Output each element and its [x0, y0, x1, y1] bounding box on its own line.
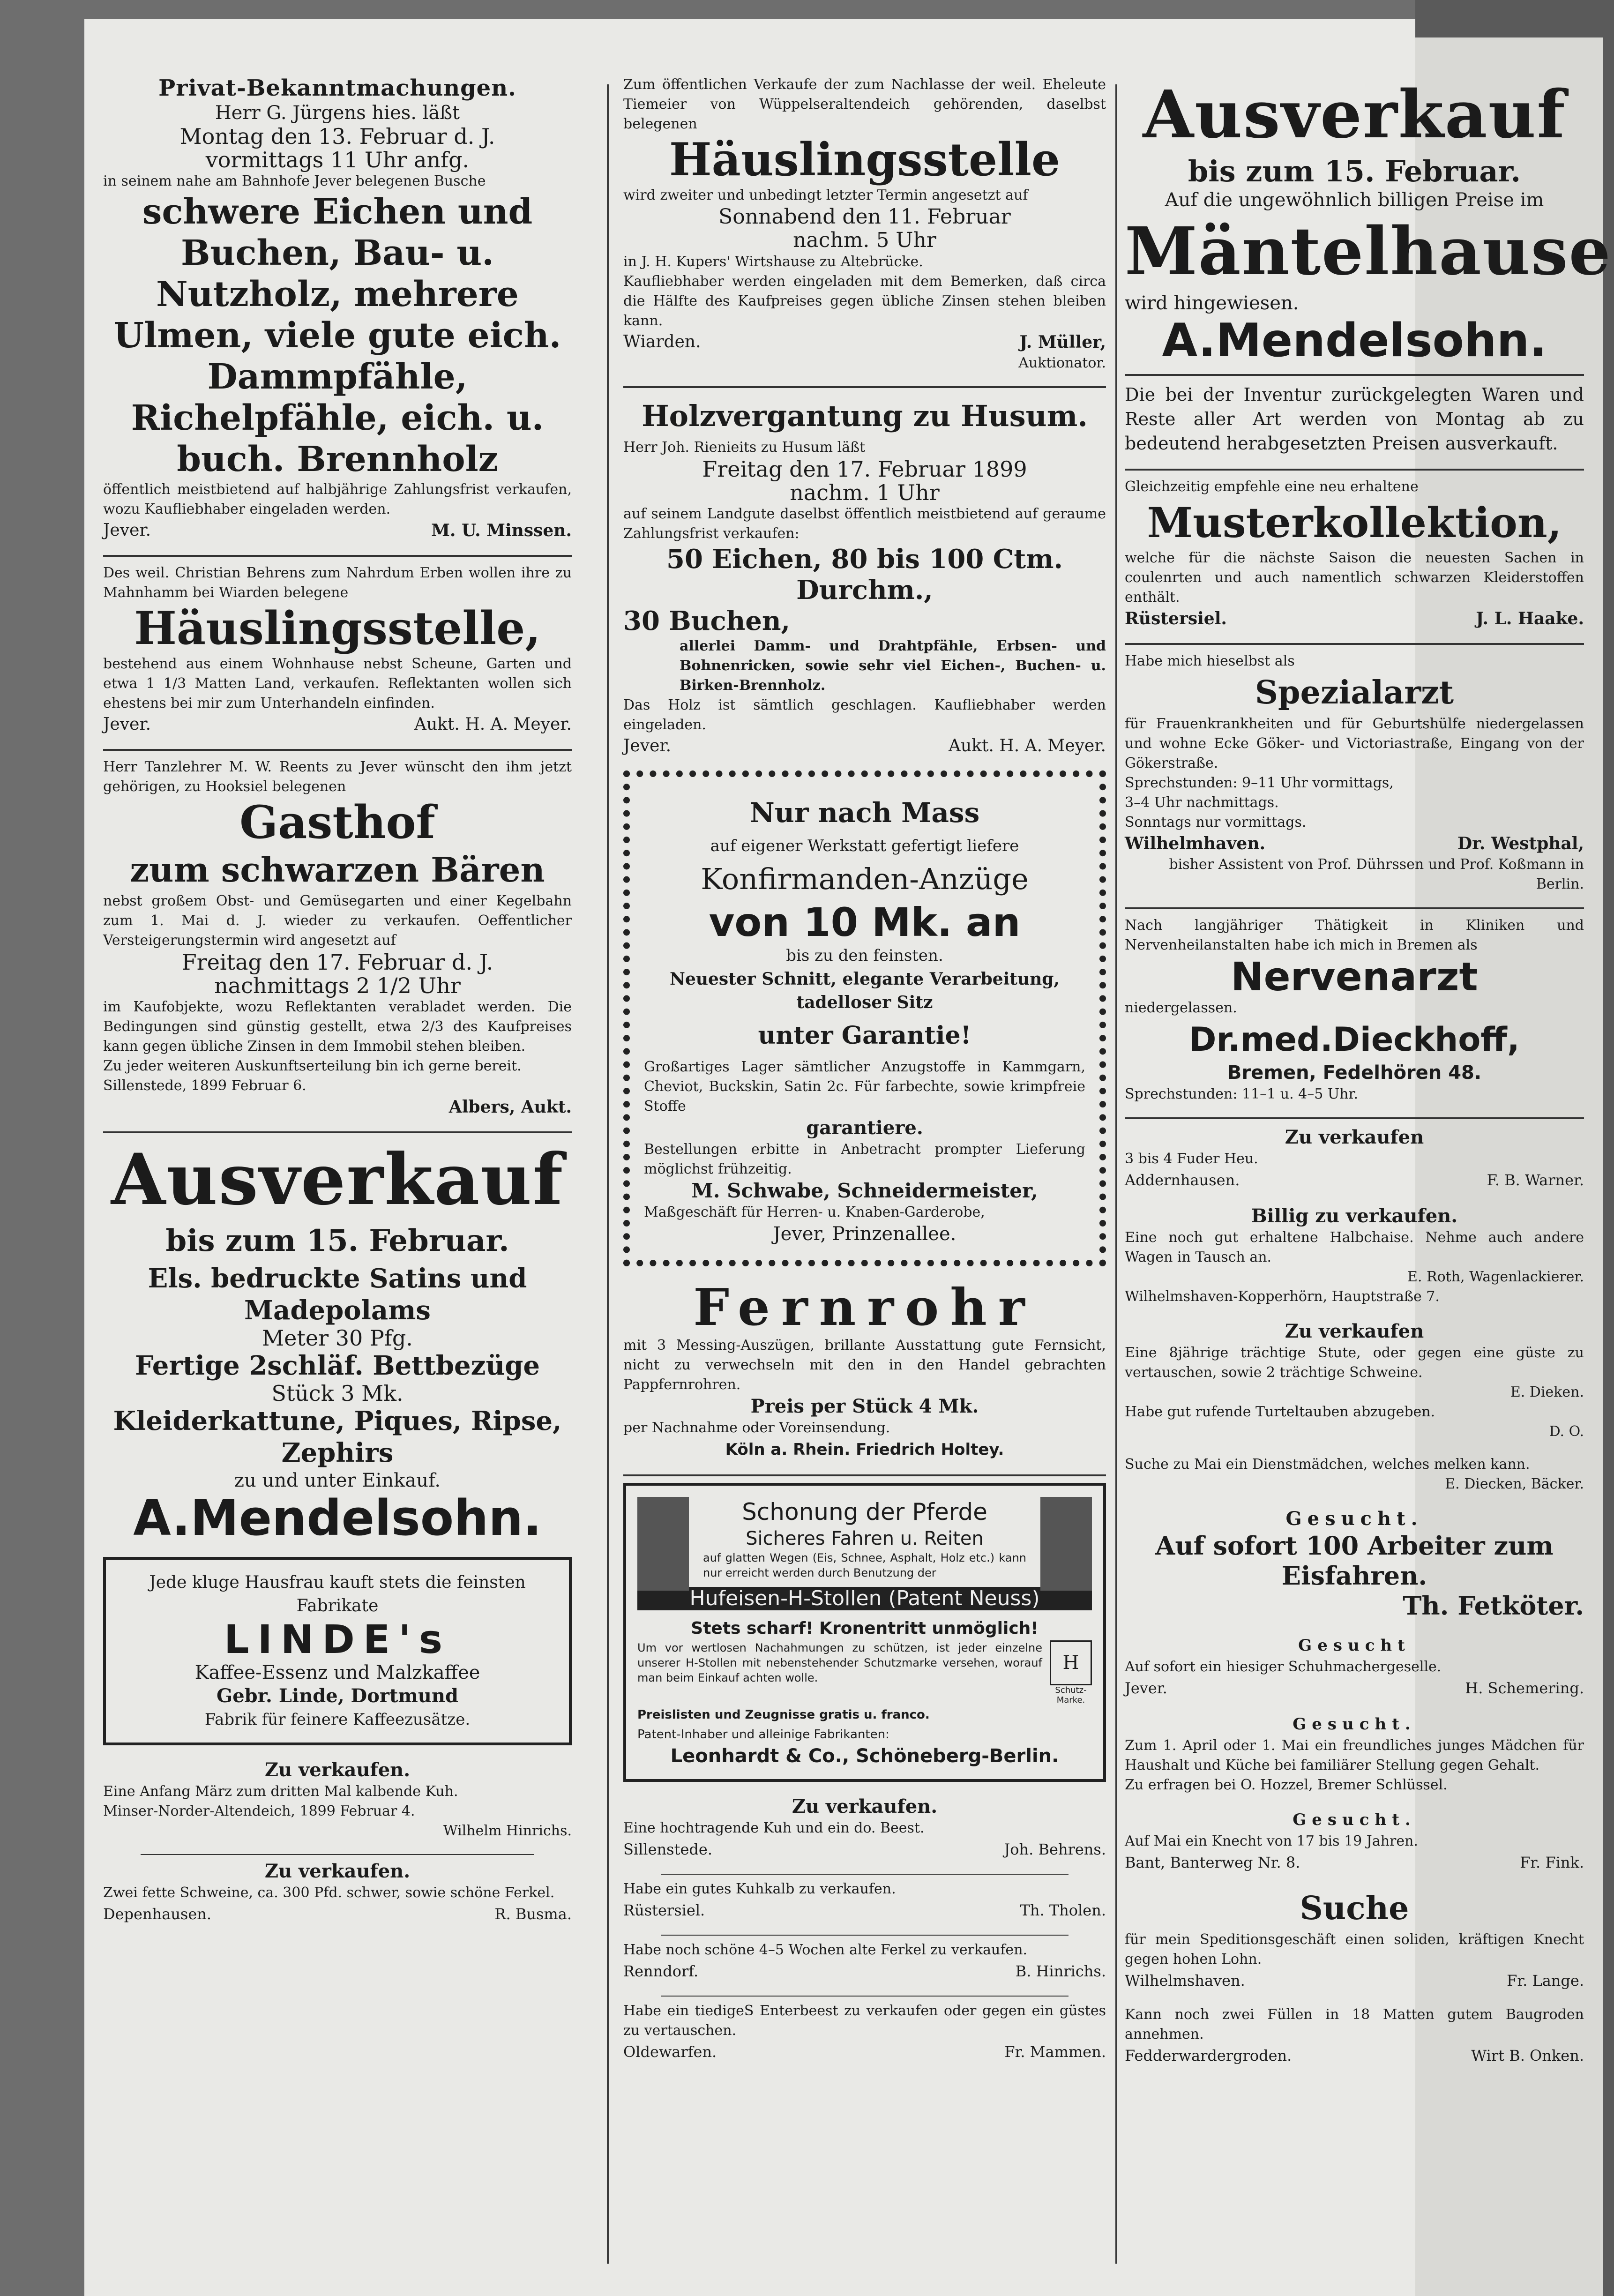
ad-signature: Jever. M. U. Minssen.	[103, 521, 572, 540]
ad-linde: Jede kluge Hausfrau kauft stets die feinsten Fabrikate LINDE's Kaffee-Essenz und Malzkaffee Gebr. Linde, Dortmund Fabrik für feinere Kaffeezusätze.	[103, 1557, 572, 1745]
ad-intro: Herr G. Jürgens hies. läßt	[215, 102, 460, 124]
ad-ausverkauf-right: Ausverkauf bis zum 15. Februar. Auf die ungewöhnlich billigen Preise im Mäntelhause wird hingewiesen. A.Mendelsohn. Die bei der Inventur zurückgelegten Waren und Reste aller Art werden von Montag ab zu bedeutend herabgesetzten Preisen ausverkauft.	[1125, 75, 1584, 456]
ad-stute: Zu verkaufen Eine 8jährige trächtige Stute, oder gegen eine güste zu vertauschen, sowie 2 trächtige Schweine. E. Dieken. Habe gut rufende Turteltauben abzugeben. D. O.	[1125, 1320, 1584, 1440]
ad-title: Häuslingsstelle	[669, 133, 1061, 186]
ad-firm: A.Mendelsohn.	[1162, 314, 1547, 367]
ad-westphal: Habe mich hieselbst als Spezialarzt für Frauenkrankheiten und für Geburtshülfe niedergelassen und wohne Ecke Göker- und Victoriastraße, Eingang von der Gökerstraße. Sprechstunden: 9–11 Uhr vormittags, 3–4 Uhr nachmittags. Sonntags nur vormittags. Wilhelmhaven. Dr. Westphal, bisher Assistent von Prof. Dührssen und Prof. Koßmann in Berlin.	[1125, 653, 1584, 892]
ad-subtitle: zum schwarzen Bären	[130, 850, 545, 890]
section-heading: Privat-Bekanntmachungen.	[158, 75, 516, 101]
ad-line: Kleiderkattune, Piques, Ripse, Zephirs	[113, 1406, 562, 1468]
ad-place: in seinem nahe am Bahnhofe Jever belegenen Busche	[103, 173, 486, 189]
horseshoe-stud-icon	[1040, 1497, 1092, 1591]
ad-price: von 10 Mk. an	[709, 899, 1021, 945]
column-1	[103, 75, 572, 1938]
divider	[103, 555, 572, 557]
ad-fetkoeter: Gesucht. Auf sofort 100 Arbeiter zum Eisfahren. Th. Fetköter.	[1155, 1508, 1584, 1621]
divider	[103, 1131, 572, 1133]
ad-juergens-holz	[103, 101, 572, 542]
ad-signature: Albers, Aukt.	[448, 1097, 572, 1117]
ad-kuh: Zu verkaufen. Eine Anfang März zum dritten Mal kalbende Kuh. Minser-Norder-Altendeich, 1899 Februar 4. Wilhelm Hinrichs.	[103, 1759, 572, 1839]
ad-kuh2: Zu verkaufen. Eine hochtragende Kuh und ein do. Beest. Sillenstede. Joh. Behrens.	[623, 1795, 1106, 1858]
ad-ausverkauf-left	[103, 1138, 572, 1547]
ad-husum: Holzvergantung zu Husum. Herr Joh. Rienieits zu Husum läßt Freitag den 17. Februar 1899 nachm. 1 Uhr auf seinem Landgute daselbst öffentlich meistbietend auf geraume Zahlungsfrist verkaufen: 50 Eichen, 80 bis 100 Ctm. Durchm., 30 Buchen, allerlei Damm- und Drahtpfähle, Erbsen- und Bohnenricken, sowie sehr viel Eichen-, Buchen- u. Birken-Brennholz. Das Holz ist sämtlich geschlagen. Kaufliebhaber werden eingeladen. Jever. Aukt. H. A. Meyer.	[623, 395, 1106, 757]
column-2	[623, 75, 1106, 2076]
ad-schwabe: Nur nach Mass auf eigener Werkstatt gefertigt liefere Konfirmanden-Anzüge von 10 Mk. an bis zu den feinsten. Neuester Schnitt, elegante Verarbeitung, tadelloser Sitz unter Garantie! Großartiges Lager sämtlicher Anzugstoffe in Kammgarn, Cheviot, Buckskin, Satin 2c. Für farbechte, sowie krimpfreie Stoffe garantiere. Bestellungen erbitte in Anbetracht prompter Lieferung möglichst frühzeitig. M. Schwabe, Schneidermeister, Maßgeschäft für Herren- u. Knaben-Garderobe, Jever, Prinzenallee.	[623, 770, 1106, 1266]
ad-haake: Gleichzeitig empfehle eine neu erhaltene Musterkollektion, welche für die nächste Saison die neuesten Sachen in coulenrten und auch namentlich schwarzen Kleiderstoffen enthält. Rüstersiel. J. L. Haake.	[1125, 479, 1584, 628]
ad-title: Ausverkauf	[1143, 76, 1566, 153]
horseshoe-stud-icon	[637, 1497, 689, 1591]
column-rule-1	[607, 84, 609, 2264]
ad-head: Zu verkaufen.	[264, 1759, 411, 1781]
ad-schuhmacher: Gesucht Auf sofort ein hiesiger Schuhmachergeselle. Jever. H. Schemering.	[1125, 1636, 1584, 1697]
ad-halbchaise: Billig zu verkaufen. Eine noch gut erhaltene Halbchaise. Nehme auch andere Wagen in Tausch an. E. Roth, Wagenlackierer. Wilhelmshaven-Kopperhörn, Hauptstraße 7.	[1125, 1205, 1584, 1305]
ad-intro: Herr Tanzlehrer M. W. Reents zu Jever wünscht den ihm jetzt gehörigen, zu Hooksiel belegenen	[103, 759, 572, 795]
ad-onken: Kann noch zwei Füllen in 18 Matten gutem Baugroden annehmen. Fedderwardergroden. Wirt B. Onken.	[1125, 2006, 1584, 2064]
ad-title: Ausverkauf	[111, 1138, 564, 1221]
ad-date: Freitag den 17. Februar d. J.	[181, 950, 493, 975]
trademark-icon: H	[1050, 1640, 1092, 1685]
brand-banner: Hufeisen-H-Stollen (Patent Neuss)	[637, 1587, 1092, 1610]
ad-firm: A.Mendelsohn.	[133, 1489, 542, 1547]
ad-line: Els. bedruckte Satins und Madepolams	[148, 1263, 527, 1326]
ad-items: schwere Eichen und Buchen, Bau- u. Nutzholz, mehrere Ulmen, viele gute eich. Dammpfähle, Richelpfähle, eich. u. buch. Brennholz	[113, 192, 561, 479]
ad-intro: Des weil. Christian Behrens zum Nahrdum Erben wollen ihre zu Mahnhamm bei Wiarden belegene	[103, 565, 572, 601]
ad-signature: Jever. Aukt. H. A. Meyer.	[103, 715, 572, 734]
ad-beest: Habe ein tiedigeS Enterbeest zu verkaufen oder gegen ein güstes zu vertauschen. Oldewarfen. Fr. Mammen.	[623, 2003, 1106, 2061]
ad-title: Gasthof	[239, 796, 435, 849]
divider	[103, 749, 572, 751]
ad-title: Fernrohr	[693, 1278, 1036, 1337]
ad-price: Stück 3 Mk.	[271, 1381, 404, 1406]
ad-dienstmaedchen: Suche zu Mai ein Dienstmädchen, welches melken kann. E. Diecken, Bäcker.	[1125, 1456, 1584, 1492]
divider	[141, 1854, 534, 1855]
ad-subtitle: bis zum 15. Februar.	[165, 1223, 509, 1258]
divider	[623, 1474, 1106, 1476]
ad-date: Montag den 13. Februar d. J.	[179, 124, 495, 149]
ad-lange: Suche für mein Speditionsgeschäft einen soliden, kräftigen Knecht gegen hohen Lohn. Wilhelmshaven. Fr. Lange.	[1125, 1890, 1584, 1989]
ad-body: im Kaufobjekte, wozu Reflektanten verabladet werden. Die Bedingungen sind günstig gestellt, etwa 2/3 des Kaufpreises kann gegen übliche Zinsen in dem Immobil stehen bleiben.	[103, 999, 572, 1055]
ad-fernrohr: Fernrohr mit 3 Messing-Auszügen, brillante Ausstattung gute Fernsicht, nicht zu verwechseln mit den in den Handel gebrachten Pappfernrohren. Preis per Stück 4 Mk. per Nachnahme oder Voreinsendung. Köln a. Rhein. Friedrich Holtey.	[623, 1278, 1106, 1459]
ad-tiemeier: Zum öffentlichen Verkaufe der zum Nachlasse der weil. Eheleute Tiemeier von Wüppelseraltendeich gehörenden, daselbst belegenen Häuslingsstelle wird zweiter und unbedingt letzter Termin angesetzt auf Sonnabend den 11. Februar nachm. 5 Uhr in J. H. Kupers' Wirtshause zu Altebrücke. Kaufliebhaber werden eingeladen mit dem Bemerken, daß circa die Hälfte des Kaufpreises gegen übliche Zinsen stehen bleiben kann. Wiarden. J. Müller, Auktionator.	[623, 75, 1106, 373]
ad-body: Zu jeder weiteren Auskunftserteilung bin ich gerne bereit.	[103, 1058, 522, 1074]
column-3	[1125, 75, 1612, 2080]
ad-dieckhoff: Nach langjähriger Thätigkeit in Kliniken und Nervenheilanstalten habe ich mich in Bremen als Nervenarzt niedergelassen. Dr.med.Dieckhoff, Bremen, Fedelhören 48. Sprechstunden: 11–1 u. 4–5 Uhr.	[1125, 917, 1584, 1102]
ad-kuhkalb: Habe ein gutes Kuhkalb zu verkaufen. Rüstersiel. Th. Tholen.	[623, 1881, 1106, 1919]
ad-terms: öffentlich meistbietend auf halbjährige Zahlungsfrist verkaufen, wozu Kaufliebhaber eingeladen werden.	[103, 481, 572, 517]
column-rule-2	[1115, 84, 1117, 2264]
ad-time: nachmittags 2 1/2 Uhr	[214, 973, 461, 998]
ad-place-date: Sillenstede, 1899 Februar 6.	[103, 1077, 306, 1094]
ad-heu: Zu verkaufen 3 bis 4 Fuder Heu. Addernhausen. F. B. Warner.	[1125, 1126, 1584, 1189]
ad-hufeisen: Schonung der Pferde Sicheres Fahren u. Reiten auf glatten Wegen (Eis, Schnee, Asphalt, Holz etc.) kann nur erreicht werden durch Benutzung der Hufeisen-H-Stollen (Patent Neuss) Stets scharf! Kronentritt unmöglich! Um vor wertlosen Nachahmungen zu schützen, ist jeder einzelne unserer H-Stollen mit nebenstehender Schutzmarke versehen, worauf man beim Einkauf achten wolle. H Schutz-Marke. Preislisten und Zeugnisse gratis u. franco. Patent-Inhaber und alleinige Fabrikanten: Leonhardt & Co., Schöneberg-Berlin.	[623, 1483, 1106, 1782]
ad-time: vormittags 11 Uhr anfg.	[205, 147, 470, 172]
ad-intro: Zum öffentlichen Verkaufe der zum Nachlasse der weil. Eheleute Tiemeier von Wüppelseraltendeich gehörenden, daselbst belegenen	[623, 76, 1106, 132]
ad-title: Holzvergantung zu Husum.	[642, 399, 1088, 433]
divider	[623, 386, 1106, 388]
ad-behrens-haeuslingsstelle	[103, 563, 572, 736]
trademark: H Schutz-Marke.	[1050, 1640, 1092, 1705]
ad-title: Häuslingsstelle,	[134, 602, 541, 655]
ad-body: nebst großem Obst- und Gemüsegarten und einer Kegelbahn zum 1. Mai d. J. wieder zu verkaufen. Oeffentlicher Versteigerungstermin wird angesetzt auf	[103, 893, 572, 949]
ad-line: Fertige 2schläf. Bettbezüge	[135, 1350, 540, 1381]
brand-logo: LINDE's	[224, 1616, 451, 1662]
ad-schweine: Zu verkaufen. Zwei fette Schweine, ca. 300 Pfd. schwer, sowie schöne Ferkel. Depenhausen. R. Busma.	[103, 1860, 572, 1923]
ad-ferkel: Habe noch schöne 4–5 Wochen alte Ferkel zu verkaufen. Renndorf. B. Hinrichs.	[623, 1942, 1106, 1980]
ad-head: Zu verkaufen.	[264, 1860, 411, 1882]
ad-knecht: Gesucht. Auf Mai ein Knecht von 17 bis 19 Jahren. Bant, Banterweg Nr. 8. Fr. Fink.	[1125, 1810, 1584, 1871]
ad-line: zu und unter Einkauf.	[234, 1470, 441, 1491]
ad-maedchen: Gesucht. Zum 1. April oder 1. Mai ein freundliches junges Mädchen für Haushalt und Küche bei familiärer Stellung gegen Gehalt. Zu erfragen bei O. Hozzel, Bremer Schlüssel.	[1125, 1715, 1584, 1793]
ad-body: bestehend aus einem Wohnhause nebst Scheune, Garten und etwa 1 1/3 Matten Land, verkaufen. Reflektanten wollen sich ehestens bei mir zum Unterhandeln einfinden.	[103, 656, 572, 711]
ad-price: Meter 30 Pfg.	[262, 1325, 413, 1351]
ad-gasthof	[103, 757, 572, 1118]
